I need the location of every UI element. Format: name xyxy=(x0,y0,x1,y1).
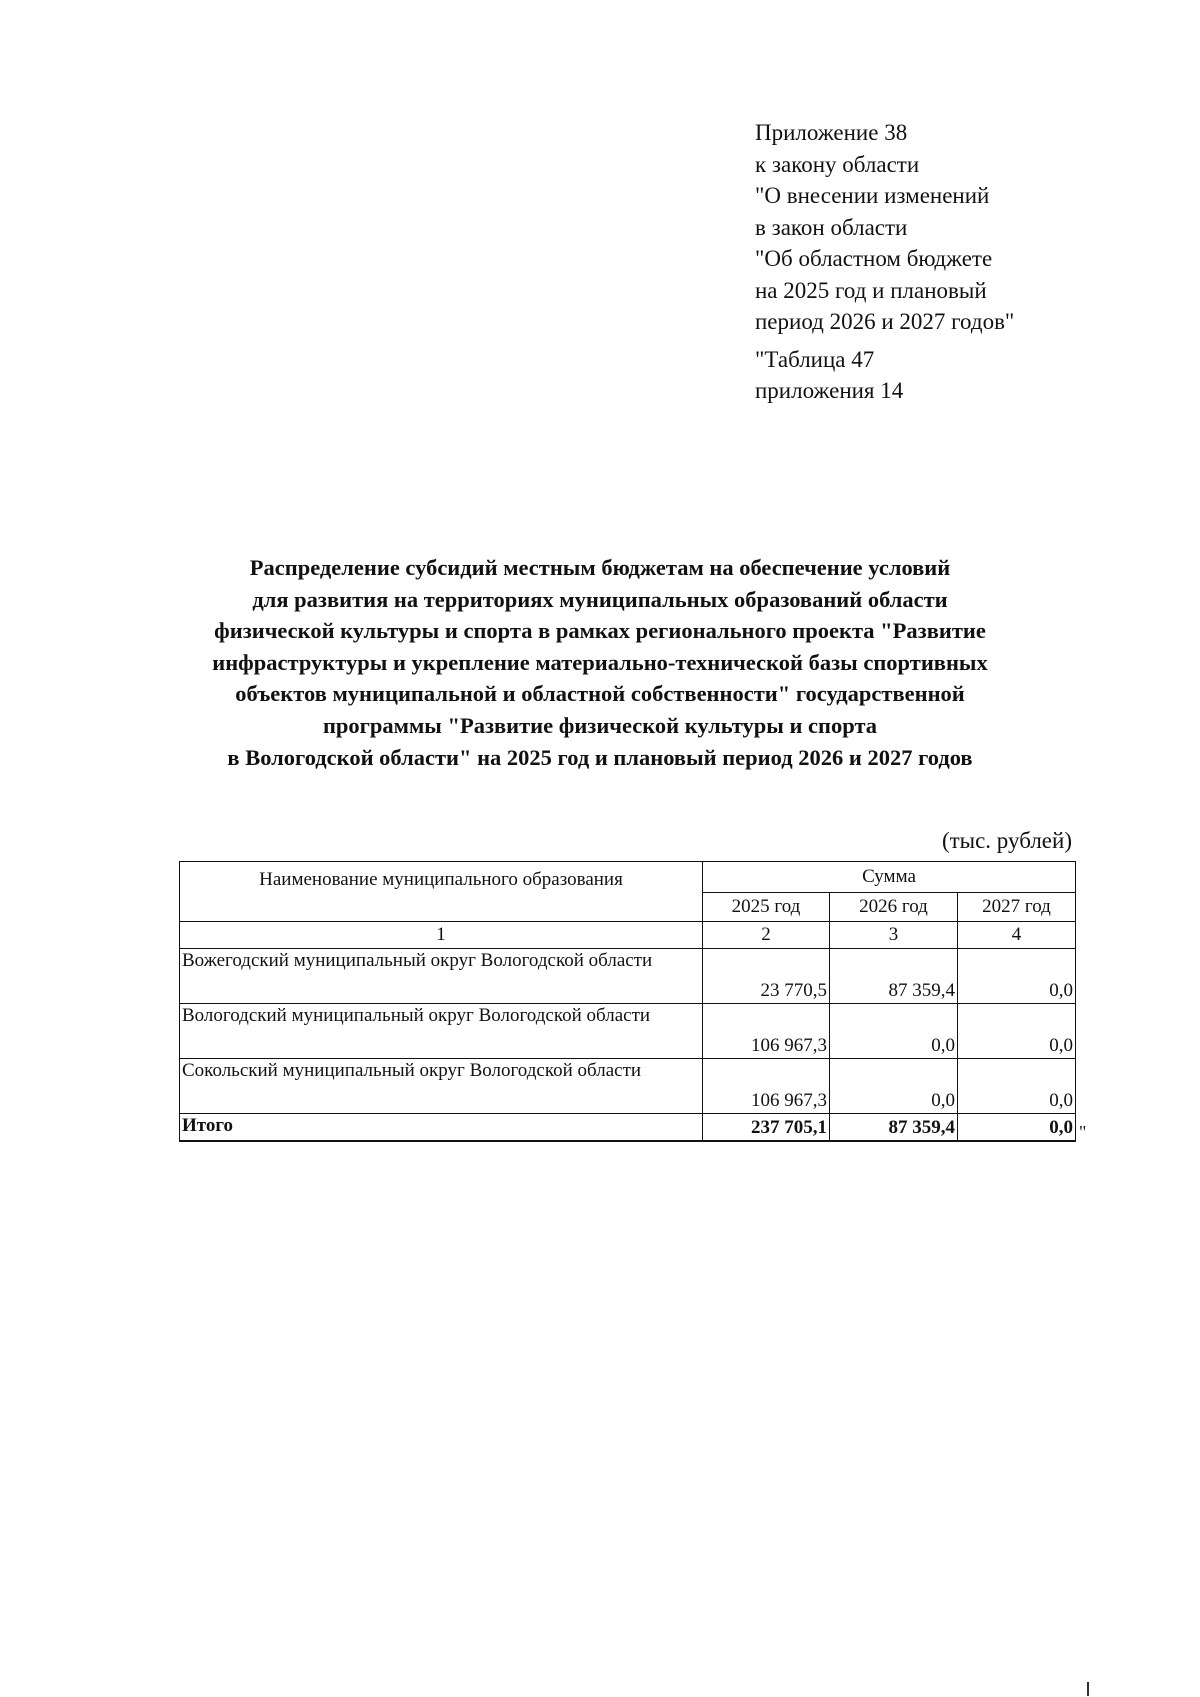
table-row xyxy=(180,1059,1076,1114)
total-2026: 87 359,4 xyxy=(830,1114,958,1142)
column-number: 1 xyxy=(180,922,703,949)
total-label: Итого xyxy=(180,1114,703,1142)
value-2027: 0,0 xyxy=(958,1059,1076,1114)
closing-quote-mark: " xyxy=(1079,1122,1087,1142)
table-reference: "Таблица 47 xyxy=(755,346,875,372)
value-2025: 106 967,3 xyxy=(703,1004,830,1059)
value-2025: 106 967,3 xyxy=(703,1059,830,1114)
title-line: инфраструктуры и укрепление материально-технической базы спортивных xyxy=(212,649,988,675)
municipality-name: Сокольский муниципальный округ Вологодской области xyxy=(180,1059,703,1114)
appendix-law-title-line: в закон области xyxy=(755,214,908,240)
header-year-2025: 2025 год xyxy=(703,893,830,922)
title-line: объектов муниципальной и областной собственности" государственной xyxy=(235,681,965,707)
header-year-2027: 2027 год xyxy=(958,893,1076,922)
table-total-row xyxy=(180,1114,1076,1142)
title-line: для развития на территориях муниципальных образований области xyxy=(252,586,948,612)
total-2027: 0,0 xyxy=(958,1114,1076,1142)
value-2027: 0,0 xyxy=(958,1004,1076,1059)
column-number: 4 xyxy=(958,922,1076,949)
total-2025: 237 705,1 xyxy=(703,1114,830,1142)
appendix-law-title-line: "Об областном бюджете xyxy=(755,246,993,271)
subsidy-table xyxy=(179,861,1076,1142)
value-2026: 0,0 xyxy=(830,1004,958,1059)
units-label: (тыс. рублей) xyxy=(941,828,1072,853)
appendix-law-title-line: "О внесении изменений xyxy=(755,183,990,208)
municipality-name: Вологодский муниципальный округ Вологодской области xyxy=(180,1004,703,1059)
value-2025: 23 770,5 xyxy=(703,949,830,1004)
table-row xyxy=(180,949,1076,1004)
title-line: физической культуры и спорта в рамках регионального проекта "Развитие xyxy=(214,618,986,644)
value-2026: 0,0 xyxy=(830,1059,958,1114)
title-line: Распределение субсидий местным бюджетам на обеспечение условий xyxy=(249,555,951,580)
scan-artifact xyxy=(1087,1682,1089,1696)
column-number: 3 xyxy=(830,922,958,949)
municipality-name: Вожегодский муниципальный округ Вологодской области xyxy=(180,949,703,1004)
title-line: в Вологодской области" на 2025 год и плановый период 2026 и 2027 годов xyxy=(227,744,973,770)
appendix-law-title-line: период 2026 и 2027 годов" xyxy=(755,309,1015,334)
header-name: Наименование муниципального образования xyxy=(180,862,703,922)
value-2027: 0,0 xyxy=(958,949,1076,1004)
title-line: программы "Развитие физической культуры и спорта xyxy=(322,712,878,738)
appendix-header xyxy=(755,117,1155,407)
table-reference-appendix: приложения 14 xyxy=(755,378,904,403)
value-2026: 87 359,4 xyxy=(830,949,958,1004)
appendix-law-title-line: на 2025 год и плановый xyxy=(755,277,987,303)
appendix-number: Приложение 38 xyxy=(755,120,908,145)
table-row xyxy=(180,1004,1076,1059)
document-title xyxy=(140,552,1060,773)
appendix-law-ref: к закону области xyxy=(755,151,920,177)
table-header-row xyxy=(180,862,1076,893)
header-year-2026: 2026 год xyxy=(830,893,958,922)
column-number-row xyxy=(180,922,1076,949)
header-sum: Сумма xyxy=(703,862,1076,893)
column-number: 2 xyxy=(703,922,830,949)
